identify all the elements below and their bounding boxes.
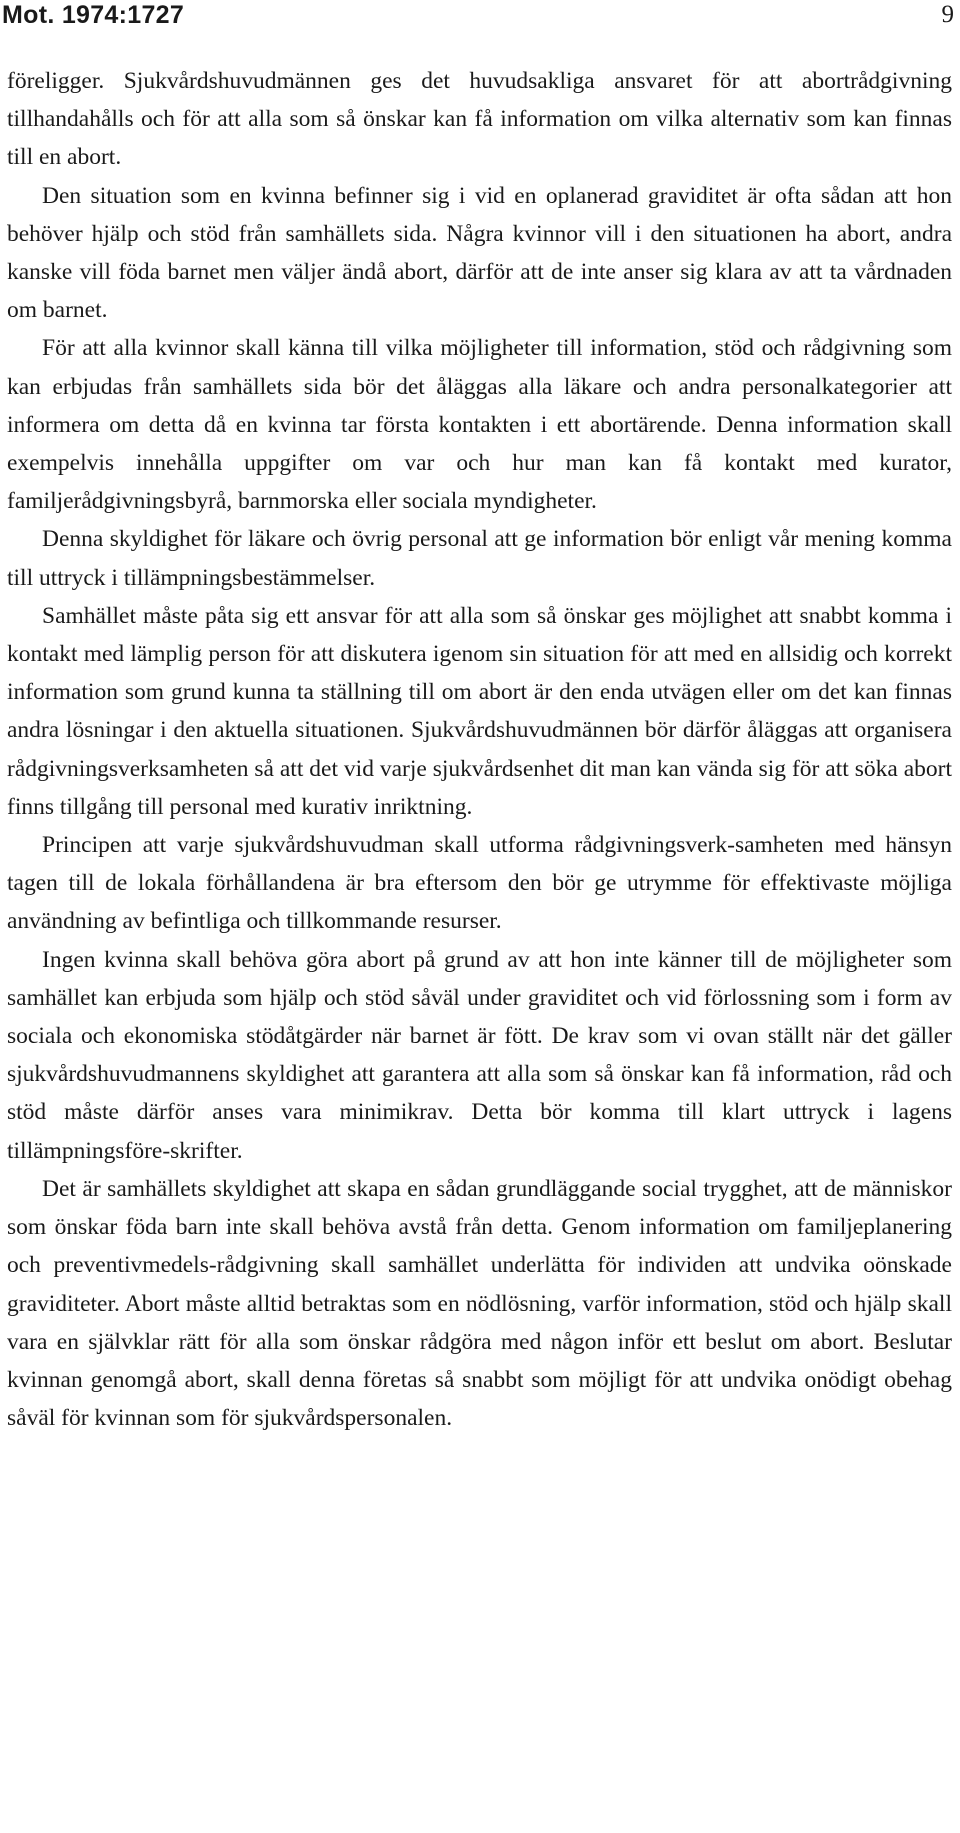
document-reference: Mot. 1974:1727 <box>2 1 185 29</box>
page-number: 9 <box>941 1 954 28</box>
paragraph-1: föreligger. Sjukvårdshuvudmännen ges det huvudsakliga ansvaret för att abortrådgivning tillhandahålls och för att alla som så önskar kan få information om vilka alternativ som kan finnas till en abort. <box>7 68 952 171</box>
paragraph-5: Samhället måste påta sig ett ansvar för att alla som så önskar ges möjlighet att snabbt komma i kontakt med lämplig person för att diskutera igenom sin situation för att med en allsidig och korrekt information som grund kunna ta ställning till om abort är den enda utvägen eller om det kan finnas andra lösningar i den aktuella situationen. Sjukvårdshuvudmännen bör därför åläggas att organisera rådgivningsverksamheten så att det vid varje sjukvårdsenhet dit man kan vända sig för att söka abort finns tillgång till personal med kurativ inriktning. <box>7 602 952 820</box>
body-text <box>7 62 952 1437</box>
paragraph-4: Denna skyldighet för läkare och övrig personal att ge information bör enligt vår mening komma till uttryck i tillämpningsbestämmelser. <box>7 526 952 591</box>
paragraph-8: Det är samhällets skyldighet att skapa en sådan grundläggande social trygghet, att de människor som önskar föda barn inte skall behöva avstå från detta. Genom information om familjeplanering och preventivmedels-rådgivning skall samhället underlätta för individen att undvika oönskade graviditeter. Abort måste alltid betraktas som en nödlösning, varför information, stöd och hjälp skall vara en självklar rätt för alla som önskar rådgöra med någon inför ett beslut om abort. Beslutar kvinnan genomgå abort, skall denna företas så snabbt som möjligt för att undvika onödigt obehag såväl för kvinnan som för sjukvårdspersonalen. <box>7 1175 952 1432</box>
page-header <box>2 0 954 32</box>
paragraph-2: Den situation som en kvinna befinner sig i vid en oplanerad graviditet är ofta sådan att hon behöver hjälp och stöd från samhällets sida. Några kvinnor vill i den situationen ha abort, andra kanske vill föda barnet men väljer ändå abort, därför att de inte anser sig klara av att ta vårdnaden om barnet. <box>7 182 952 324</box>
paragraph-6: Principen att varje sjukvårdshuvudman skall utforma rådgivningsverk-samheten med hänsyn tagen till de lokala förhållandena är bra eftersom den bör ge utrymme för effektivaste möjliga användning av befintliga och tillkommande resurser. <box>7 832 952 935</box>
paragraph-3: För att alla kvinnor skall känna till vilka möjligheter till information, stöd och rådgivning som kan erbjudas från samhällets sida bör det åläggas alla läkare och andra personalkategorier att informera om detta då en kvinna tar första kontakten i ett abortärende. Denna information skall exempelvis innehålla uppgifter om var och hur man kan få kontakt med kurator, familjerådgivningsbyrå, barnmorska eller sociala myndigheter. <box>7 335 952 515</box>
paragraph-7: Ingen kvinna skall behöva göra abort på grund av att hon inte känner till de möjligheter som samhället kan erbjuda som hjälp och stöd såväl under graviditet och vid förlossning som i form av sociala och ekonomiska stödåtgärder när barnet är fött. De krav som vi ovan ställt när det gäller sjukvårdshuvudmannens skyldighet att garantera att alla som så önskar kan få information, råd och stöd måste därför anses vara minimikrav. Detta bör komma till klart uttryck i lagens tillämpningsföre-skrifter. <box>7 946 952 1164</box>
